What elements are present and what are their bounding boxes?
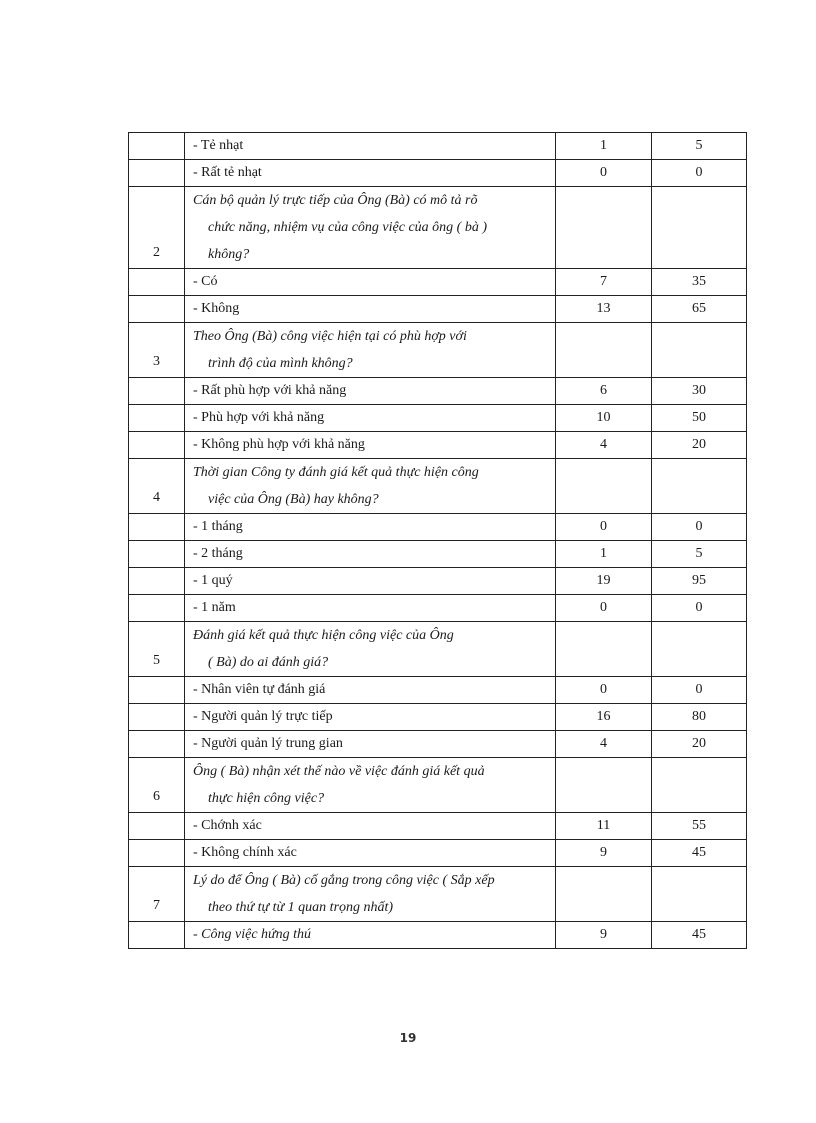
answer-count: 16 — [556, 704, 652, 731]
question-line: thực hiện công việc? — [208, 791, 325, 806]
page-number: 19 — [399, 1031, 417, 1045]
answer-percent: 45 — [652, 840, 747, 867]
answer-percent: 45 — [652, 922, 747, 949]
row-number-cell — [129, 133, 185, 160]
empty-percent-cell — [652, 867, 747, 922]
row-number-cell — [129, 595, 185, 622]
question-number: 6 — [129, 758, 185, 813]
answer-row — [129, 378, 747, 405]
empty-percent-cell — [652, 323, 747, 378]
answer-row — [129, 514, 747, 541]
answer-row — [129, 541, 747, 568]
answer-option: - 2 tháng — [185, 541, 556, 568]
question-number: 3 — [129, 323, 185, 378]
question-text — [185, 187, 556, 269]
survey-table-body — [129, 133, 747, 949]
answer-option: - 1 quý — [185, 568, 556, 595]
row-number-cell — [129, 541, 185, 568]
answer-row — [129, 813, 747, 840]
row-number-cell — [129, 160, 185, 187]
row-number-cell — [129, 704, 185, 731]
answer-percent: 50 — [652, 405, 747, 432]
answer-count: 11 — [556, 813, 652, 840]
answer-percent: 5 — [652, 133, 747, 160]
answer-count: 7 — [556, 269, 652, 296]
answer-row — [129, 677, 747, 704]
question-number: 2 — [129, 187, 185, 269]
answer-option: - Không phù hợp với khả năng — [185, 432, 556, 459]
answer-row — [129, 704, 747, 731]
answer-percent: 5 — [652, 541, 747, 568]
answer-option: - 1 tháng — [185, 514, 556, 541]
answer-option: - Tẻ nhạt — [185, 133, 556, 160]
question-row — [129, 622, 747, 677]
answer-row — [129, 133, 747, 160]
row-number-cell — [129, 405, 185, 432]
survey-results-table — [128, 132, 747, 949]
answer-option: - Rất tẻ nhạt — [185, 160, 556, 187]
answer-count: 9 — [556, 922, 652, 949]
empty-percent-cell — [652, 622, 747, 677]
question-line: không? — [208, 247, 250, 262]
empty-percent-cell — [652, 459, 747, 514]
question-row — [129, 459, 747, 514]
row-number-cell — [129, 922, 185, 949]
question-number: 7 — [129, 867, 185, 922]
answer-count: 0 — [556, 160, 652, 187]
question-text — [185, 867, 556, 922]
answer-option: - Rất phù hợp với khả năng — [185, 378, 556, 405]
empty-count-cell — [556, 758, 652, 813]
question-row — [129, 187, 747, 269]
empty-count-cell — [556, 622, 652, 677]
question-line: Đánh giá kết quả thực hiện công việc của Ông — [193, 628, 454, 643]
empty-percent-cell — [652, 758, 747, 813]
question-line: Lý do để Ông ( Bà) cố gắng trong công việc ( Sắp xếp — [193, 873, 495, 888]
question-number: 4 — [129, 459, 185, 514]
answer-row — [129, 160, 747, 187]
question-number: 5 — [129, 622, 185, 677]
answer-row — [129, 296, 747, 323]
question-line: chức năng, nhiệm vụ của công việc của ông ( bà ) — [208, 220, 487, 235]
answer-option: - Phù hợp với khả năng — [185, 405, 556, 432]
answer-count: 4 — [556, 432, 652, 459]
question-text — [185, 323, 556, 378]
answer-option: - Chớnh xác — [185, 813, 556, 840]
question-line: ( Bà) do ai đánh giá? — [208, 655, 329, 670]
answer-row — [129, 731, 747, 758]
row-number-cell — [129, 813, 185, 840]
row-number-cell — [129, 378, 185, 405]
row-number-cell — [129, 269, 185, 296]
question-text — [185, 459, 556, 514]
answer-count: 10 — [556, 405, 652, 432]
question-line: Cán bộ quản lý trực tiếp của Ông (Bà) có mô tả rõ — [193, 193, 478, 208]
question-line: Ông ( Bà) nhận xét thế nào về việc đánh giá kết quả — [193, 764, 485, 779]
answer-count: 1 — [556, 133, 652, 160]
answer-row — [129, 568, 747, 595]
question-row — [129, 758, 747, 813]
question-line: Thời gian Công ty đánh giá kết quả thực hiện công — [193, 465, 479, 480]
question-line: Theo Ông (Bà) công việc hiện tại có phù hợp với — [193, 329, 467, 344]
question-text — [185, 758, 556, 813]
question-row — [129, 323, 747, 378]
answer-percent: 55 — [652, 813, 747, 840]
question-line: trình độ của mình không? — [208, 356, 353, 371]
empty-count-cell — [556, 187, 652, 269]
answer-percent: 20 — [652, 731, 747, 758]
answer-count: 13 — [556, 296, 652, 323]
empty-count-cell — [556, 867, 652, 922]
answer-row — [129, 405, 747, 432]
answer-count: 0 — [556, 677, 652, 704]
answer-row — [129, 269, 747, 296]
answer-percent: 0 — [652, 514, 747, 541]
row-number-cell — [129, 840, 185, 867]
question-row — [129, 867, 747, 922]
row-number-cell — [129, 296, 185, 323]
question-text — [185, 622, 556, 677]
answer-option: - Người quản lý trung gian — [185, 731, 556, 758]
answer-percent: 80 — [652, 704, 747, 731]
empty-percent-cell — [652, 187, 747, 269]
answer-percent: 0 — [652, 160, 747, 187]
answer-count: 0 — [556, 595, 652, 622]
answer-percent: 20 — [652, 432, 747, 459]
answer-option: - Có — [185, 269, 556, 296]
answer-row — [129, 922, 747, 949]
answer-row — [129, 432, 747, 459]
answer-option: - Người quản lý trực tiếp — [185, 704, 556, 731]
row-number-cell — [129, 432, 185, 459]
answer-count: 4 — [556, 731, 652, 758]
answer-option: - Nhân viên tự đánh giá — [185, 677, 556, 704]
answer-option: - Công việc hứng thú — [185, 922, 556, 949]
answer-percent: 65 — [652, 296, 747, 323]
answer-percent: 35 — [652, 269, 747, 296]
question-line: việc của Ông (Bà) hay không? — [208, 492, 379, 507]
answer-count: 0 — [556, 514, 652, 541]
row-number-cell — [129, 568, 185, 595]
answer-count: 19 — [556, 568, 652, 595]
row-number-cell — [129, 514, 185, 541]
row-number-cell — [129, 731, 185, 758]
empty-count-cell — [556, 323, 652, 378]
answer-row — [129, 840, 747, 867]
answer-row — [129, 595, 747, 622]
answer-count: 9 — [556, 840, 652, 867]
answer-percent: 0 — [652, 595, 747, 622]
answer-percent: 30 — [652, 378, 747, 405]
answer-option: - 1 năm — [185, 595, 556, 622]
answer-count: 1 — [556, 541, 652, 568]
question-line: theo thứ tự từ 1 quan trọng nhất) — [208, 900, 394, 915]
empty-count-cell — [556, 459, 652, 514]
answer-percent: 95 — [652, 568, 747, 595]
answer-option: - Không chính xác — [185, 840, 556, 867]
answer-count: 6 — [556, 378, 652, 405]
row-number-cell — [129, 677, 185, 704]
answer-option: - Không — [185, 296, 556, 323]
answer-percent: 0 — [652, 677, 747, 704]
